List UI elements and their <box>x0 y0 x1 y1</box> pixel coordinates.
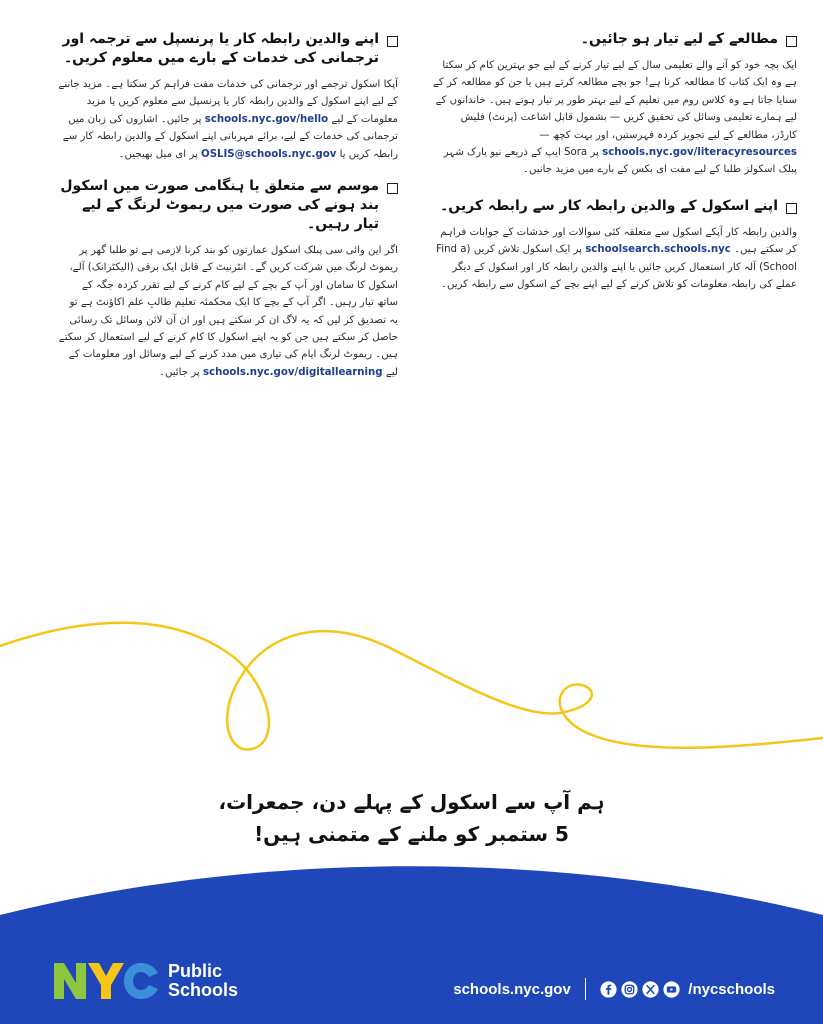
decorative-curve <box>0 598 823 768</box>
reading-body <box>432 57 797 179</box>
closing-message <box>160 786 663 850</box>
nyc-logo-icon <box>52 961 160 1001</box>
footer-links <box>453 978 775 1000</box>
logo-line-1: Public <box>168 961 223 981</box>
remote-learning-heading-row <box>58 177 398 234</box>
reading-body-text-end: پر Sora ایپ کے ذریعے نیو یارک شہر پبلک اسکولز طلبا کے لیے مفت ای بکس کے بارے میں مزید جانیں۔ <box>443 147 797 176</box>
translation-section <box>58 30 398 163</box>
parent-coordinator-body <box>432 224 797 294</box>
translation-body <box>58 76 398 163</box>
digital-learning-link[interactable]: schools.nyc.gov/digitallearning <box>202 366 383 378</box>
facebook-icon[interactable] <box>600 981 617 998</box>
parent-coordinator-body-text: والدین رابطہ کار آپکے اسکول سے متعلقہ کئی سوالات اور خدشات کے جوابات فراہم کر سکتے ہیں۔ <box>440 226 797 256</box>
remote-learning-body-text-end: پر جائیں۔ <box>159 366 203 378</box>
parent-coordinator-heading-row <box>432 197 797 216</box>
school-search-link[interactable]: schoolsearch.schools.nyc <box>585 244 731 256</box>
remote-learning-body <box>58 242 398 381</box>
checkbox-icon[interactable] <box>387 36 398 47</box>
translation-heading: اپنے والدین رابطہ کار یا پرنسپل سے ترجمہ اور ترجمانی کی خدمات کے بارے میں معلوم کریں۔ <box>62 31 379 66</box>
social-handle[interactable]: /nycschools <box>688 980 775 998</box>
translation-body-text: آپکا اسکول ترجمے اور ترجمانی کی خدمات مفت فراہم کر سکتا ہے۔ مزید جاننے کے لیے اپنے اسکول کے والدین رابطہ کار یا پرنسپل سے معلوم کریں یا مزید معلومات کے لیے <box>58 79 398 125</box>
parent-coordinator-heading: اپنے اسکول کے والدین رابطہ کار سے رابطہ کریں۔ <box>440 197 778 214</box>
closing-line-1: ہم آپ سے اسکول کے پہلے دن، جمعرات، <box>218 790 605 814</box>
literacy-resources-link[interactable]: schools.nyc.gov/literacyresources <box>602 147 797 159</box>
nyc-public-schools-logo[interactable] <box>52 957 238 1005</box>
parent-coordinator-section <box>432 197 797 294</box>
instagram-icon[interactable] <box>621 981 638 998</box>
footer-divider <box>585 978 587 1000</box>
reading-heading: مطالعے کے لیے تیار ہو جائیں۔ <box>580 31 778 47</box>
website-link[interactable]: schools.nyc.gov <box>453 980 571 998</box>
left-column <box>58 30 398 395</box>
logo-text <box>168 962 238 1000</box>
parent-coordinator-body-text-end: پر ایک اسکول تلاش کریں (Find a School) آلہ کار استعمال کریں جائیں یا اپنے والدین رابطہ کار اور اسکول کے دیگر عملے کی رابطہ معلومات کو تلاش کرنے کے لیے اپنے بچے کے اسکول سے رابطہ کریں۔ <box>436 244 797 291</box>
translation-body-text-end: پر ای میل بھیجیں۔ <box>118 148 202 160</box>
hello-link[interactable]: schools.nyc.gov/hello <box>204 113 329 125</box>
remote-learning-heading: موسم سے متعلق یا ہنگامی صورت میں اسکول بند ہونے کی صورت میں ریموٹ لرنگ کے لیے تیار رہیں۔ <box>60 178 379 233</box>
remote-learning-body-text: اگر این وائی سی پبلک اسکول عمارتوں کو بند کرنا لازمی ہے تو طلبا گھر پر ریموٹ لرنگ میں شرکت کریں گے۔ انٹرنیٹ کے قابل ایک برقی (الیکٹرانک) آلے، اسکول کا سامان اور آپ کے بچے کے لیے کام کرنے کے لیے تقرر کردہ جگہ کے ساتھ تیار رہیں۔ اگر آپ کے بچے کا ایک محکمئہ تعلیم طالبِ علم اکاؤنٹ ہے تو یہ تصدیق کر لیں کہ یہ لاگ ان کر سکتے ہیں اور ان آن لائن وسائل تک رسائی حاصل کر سکتے ہیں جن کو یہ اپنے اسکول کا کام کرنے کے لیے استعمال کر سکتے ہیں۔ ریموٹ لرنگ ایام کی تیاری میں مدد کرنے کے لیے وسائل اور معلومات کے لیے <box>58 245 398 378</box>
oslis-email-link[interactable]: OSLIS@schools.nyc.gov <box>201 148 337 160</box>
checkbox-icon[interactable] <box>387 183 398 194</box>
reading-section <box>432 30 797 179</box>
x-icon[interactable] <box>642 981 659 998</box>
translation-body-text-middle: پر جائیں۔ اشاروں کی زبان میں ترجمانی کی خدمات کے لیے، برائے مہربانی اپنے اسکول کے والدین رابطہ کار سے رابطہ کریں یا <box>62 113 398 160</box>
right-column <box>432 30 797 307</box>
checkbox-icon[interactable] <box>786 36 797 47</box>
social-icons <box>600 981 680 998</box>
youtube-icon[interactable] <box>663 981 680 998</box>
closing-line-2: 5 ستمبر کو ملنے کے متمنی ہیں! <box>254 822 569 846</box>
translation-heading-row <box>58 30 398 68</box>
reading-body-text: ایک بچہ خود کو آنے والے تعلیمی سال کے لیے تیار کرنے کے لیے جو بہترین کام کر سکتا ہے وہ ایک کتاب کا مطالعہ کرنا ہے! جو بچے مطالعہ کرتے ہیں یا جن کو مطالعہ کر کے سنایا جاتا ہے وہ کلاس روم میں تعلیم کے لیے بہتر طور پر تیار ہوتے ہیں۔ خاندانوں کے لیے ہمارے تعلیمی وسائل کی تحقیق کریں — بشمول قابل اشاعت (پرنٹ) فلیش کارڈز، مطالعے کے لیے تجویز کردہ فہرستیں، اور بہت کچھ — <box>432 60 797 141</box>
checkbox-icon[interactable] <box>786 203 797 214</box>
reading-heading-row <box>432 30 797 49</box>
remote-learning-section <box>58 177 398 381</box>
logo-line-2: Schools <box>168 980 239 1000</box>
